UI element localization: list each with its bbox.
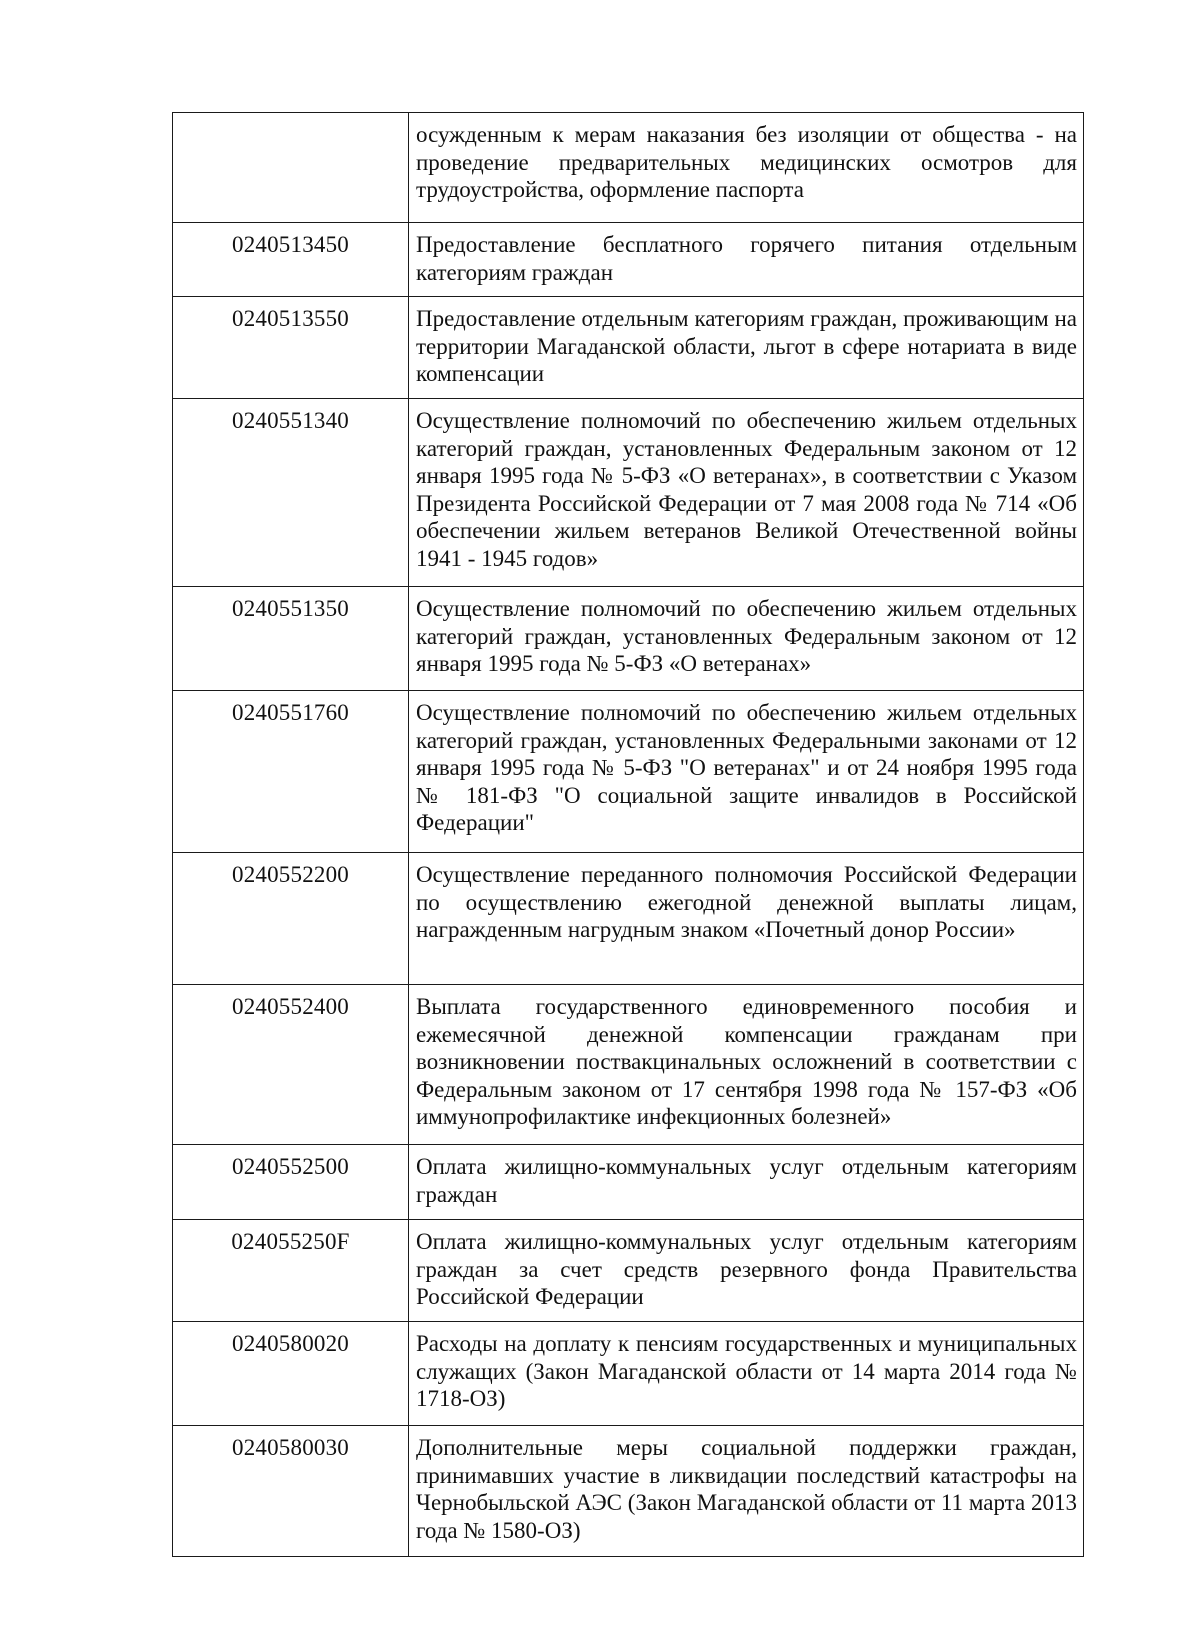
table-row bbox=[173, 1220, 1084, 1322]
row-code: 0240551760 bbox=[173, 691, 409, 853]
table-row bbox=[173, 223, 1084, 297]
row-code: 0240551350 bbox=[173, 587, 409, 691]
row-code: 024055250F bbox=[173, 1220, 409, 1322]
row-description: Предоставление бесплатного горячего питания отдельным категориям граждан bbox=[409, 223, 1084, 297]
table-row bbox=[173, 399, 1084, 587]
row-code: 0240552500 bbox=[173, 1145, 409, 1220]
row-code: 0240580030 bbox=[173, 1426, 409, 1557]
row-description: Осуществление полномочий по обеспечению жильем отдельных категорий граждан, установленных Федеральными законами от 12 января 1995 года № 5-ФЗ "О ветеранах" и от 24 ноября 1995 года № 181-ФЗ "О социальной защите инвалидов в Российской Федерации" bbox=[409, 691, 1084, 853]
row-description: Осуществление переданного полномочия Российской Федерации по осуществлению ежегодной денежной выплаты лицам, награжденным нагрудным знаком «Почетный донор России» bbox=[409, 853, 1084, 985]
table-row bbox=[173, 1426, 1084, 1557]
row-code: 0240580020 bbox=[173, 1322, 409, 1426]
table-row bbox=[173, 853, 1084, 985]
row-code: 0240513550 bbox=[173, 297, 409, 399]
row-description: Расходы на доплату к пенсиям государственных и муниципальных служащих (Закон Магаданской области от 14 марта 2014 года № 1718-ОЗ) bbox=[409, 1322, 1084, 1426]
row-description: Оплата жилищно-коммунальных услуг отдельным категориям граждан за счет средств резервного фонда Правительства Российской Федерации bbox=[409, 1220, 1084, 1322]
row-description: Осуществление полномочий по обеспечению жильем отдельных категорий граждан, установленных Федеральным законом от 12 января 1995 года № 5-ФЗ «О ветеранах», в соответствии с Указом Президента Российской Федерации от 7 мая 2008 года № 714 «Об обеспечении жильем ветеранов Великой Отечественной войны 1941 - 1945 годов» bbox=[409, 399, 1084, 587]
row-code: 0240552200 bbox=[173, 853, 409, 985]
table-row bbox=[173, 985, 1084, 1145]
row-code: 0240513450 bbox=[173, 223, 409, 297]
row-code: 0240552400 bbox=[173, 985, 409, 1145]
row-code bbox=[173, 113, 409, 223]
row-description: Оплата жилищно-коммунальных услуг отдельным категориям граждан bbox=[409, 1145, 1084, 1220]
table-row bbox=[173, 587, 1084, 691]
table-row bbox=[173, 691, 1084, 853]
budget-codes-table bbox=[172, 112, 1084, 1557]
row-description: осужденным к мерам наказания без изоляции от общества - на проведение предварительных медицинских осмотров для трудоустройства, оформление паспорта bbox=[409, 113, 1084, 223]
table-row bbox=[173, 1322, 1084, 1426]
table-row bbox=[173, 113, 1084, 223]
row-description: Выплата государственного единовременного пособия и ежемесячной денежной компенсации гражданам при возникновении поствакцинальных осложнений в соответствии с Федеральным законом от 17 сентября 1998 года № 157-ФЗ «Об иммунопрофилактике инфекционных болезней» bbox=[409, 985, 1084, 1145]
row-description: Предоставление отдельным категориям граждан, проживающим на территории Магаданской области, льгот в сфере нотариата в виде компенсации bbox=[409, 297, 1084, 399]
row-code: 0240551340 bbox=[173, 399, 409, 587]
row-description: Дополнительные меры социальной поддержки граждан, принимавших участие в ликвидации последствий катастрофы на Чернобыльской АЭС (Закон Магаданской области от 11 марта 2013 года № 1580-ОЗ) bbox=[409, 1426, 1084, 1557]
table-row bbox=[173, 297, 1084, 399]
row-description: Осуществление полномочий по обеспечению жильем отдельных категорий граждан, установленных Федеральным законом от 12 января 1995 года № 5-ФЗ «О ветеранах» bbox=[409, 587, 1084, 691]
table-row bbox=[173, 1145, 1084, 1220]
